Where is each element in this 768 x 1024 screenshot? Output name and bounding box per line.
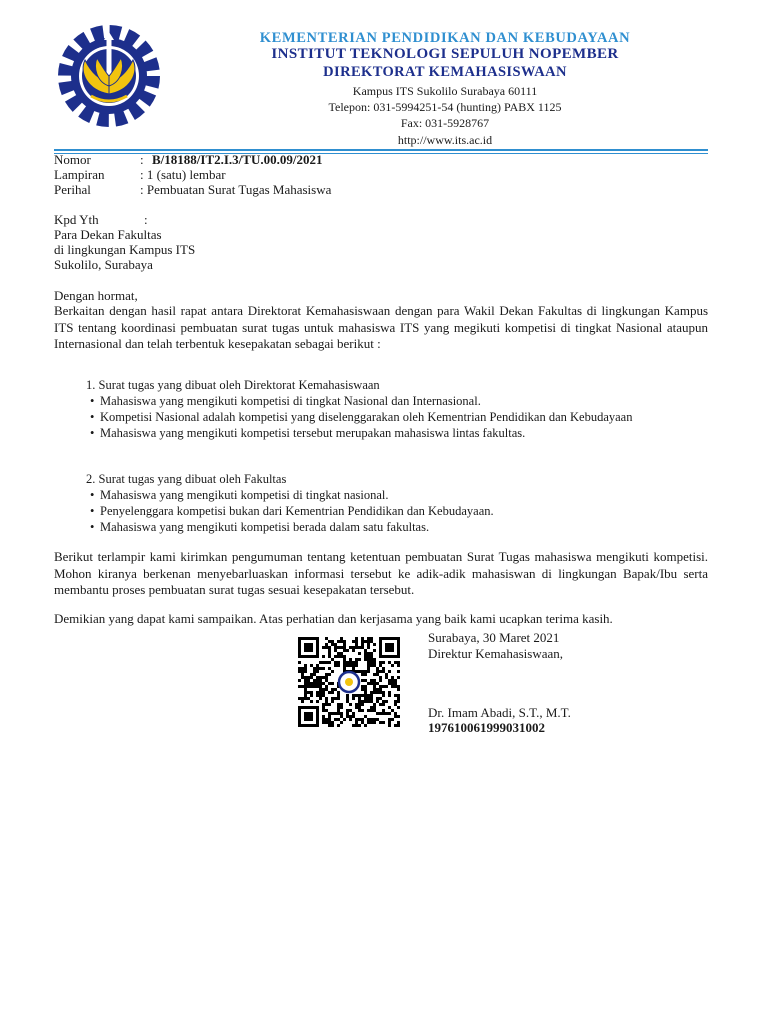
nomor-label: Nomor — [54, 152, 91, 167]
list-item-text: Mahasiswa yang mengikuti kompetisi di tingkat nasional. — [100, 488, 389, 502]
nomor-colon: : — [140, 152, 144, 167]
thanks-paragraph: Demikian yang dapat kami sampaikan. Atas perhatian dan kerjasama yang baik kami ucapkan terima kasih. — [54, 611, 613, 626]
nomor-value: B/18188/IT2.I.3/TU.00.09/2021 — [152, 152, 323, 167]
qr-code-icon — [298, 637, 402, 729]
address-line: Kampus ITS Sukolilo Surabaya 60111 — [352, 84, 538, 98]
directorate-name: DIREKTORAT KEMAHASISWAAN — [323, 64, 567, 80]
recipient-label: Kpd Yth — [54, 212, 99, 227]
list-item: • Mahasiswa yang mengikuti kompetisi di tingkat nasional. — [90, 488, 389, 502]
ministry-name: KEMENTERIAN PENDIDIKAN DAN KEBUDAYAAN — [259, 30, 631, 46]
perihal-label: Perihal — [54, 182, 91, 197]
list-item-text: Mahasiswa yang mengikuti kompetisi berada dalam satu fakultas. — [100, 520, 430, 534]
salutation: Dengan hormat, — [54, 288, 138, 303]
section2-title: 2. Surat tugas yang dibuat oleh Fakultas — [86, 472, 287, 486]
recipient-line2: di lingkungan Kampus ITS — [54, 242, 196, 257]
section1-title: 1. Surat tugas yang dibuat oleh Direktorat Kemahasiswaan — [86, 378, 380, 392]
list-item-text: Mahasiswa yang mengikuti kompetisi tersebut merupakan mahasiswa lintas fakultas. — [100, 426, 526, 440]
recipient-colon: : — [144, 212, 148, 227]
signer-name: Dr. Imam Abadi, S.T., M.T. — [428, 705, 571, 720]
lampiran-label: Lampiran — [54, 167, 105, 182]
list-item-text: Penyelenggara kompetisi bukan dari Kementrian Pendidikan dan Kebudayaan. — [100, 504, 494, 518]
its-logo-icon — [54, 20, 164, 130]
website-link[interactable]: http://www.its.ac.id — [397, 133, 493, 147]
place-date: Surabaya, 30 Maret 2021 — [428, 630, 560, 645]
signer-nip: 197610061999031002 — [428, 720, 545, 735]
fax-line: Fax: 031-5928767 — [400, 116, 490, 130]
closing-paragraph: Berikut terlampir kami kirimkan pengumuman tentang ketentuan pembuatan Surat Tugas mahasiswa mengikuti kompetisi. Mohon kiranya berkenan menyebarluaskan informasi tersebut ke adik-adik mahasiswan di lingkungan Bapak/Ibu serta membantu proses pembuatan surat tugas sesuai kesepakatan tersebut. — [54, 549, 708, 597]
list-item: • Mahasiswa yang mengikuti kompetisi berada dalam satu fakultas. — [90, 520, 430, 534]
intro-paragraph: Berkaitan dengan hasil rapat antara Direktorat Kemahasiswaan dengan para Wakil Dekan Fakultas di lingkungan Kampus ITS tentang koordinasi pembuatan surat tugas untuk mahasiswa ITS yang megikuti kompetisi di tingkat Nasional ataupun Internasional dan telah terbentuk kesepakatan sebagai berikut : — [54, 303, 708, 351]
list-item: • Mahasiswa yang mengikuti kompetisi di tingkat Nasional dan Internasional. — [90, 394, 481, 408]
lampiran-value: : 1 (satu) lembar — [140, 167, 226, 182]
list-item: • Mahasiswa yang mengikuti kompetisi tersebut merupakan mahasiswa lintas fakultas. — [90, 426, 526, 440]
list-item-text: Kompetisi Nasional adalah kompetisi yang diselenggarakan oleh Kementrian Pendidikan dan Kebudayaan — [100, 410, 633, 424]
signer-position: Direktur Kemahasiswaan, — [428, 646, 564, 661]
list-item-text: Mahasiswa yang mengikuti kompetisi di tingkat Nasional dan Internasional. — [100, 394, 481, 408]
recipient-line1: Para Dekan Fakultas — [54, 227, 162, 242]
header-divider — [54, 149, 708, 151]
list-item: • Penyelenggara kompetisi bukan dari Kementrian Pendidikan dan Kebudayaan. — [90, 504, 494, 518]
institute-name: INSTITUT TEKNOLOGI SEPULUH NOPEMBER — [271, 46, 619, 62]
perihal-value: : Pembuatan Surat Tugas Mahasiswa — [140, 182, 332, 197]
list-item: • Kompetisi Nasional adalah kompetisi yang diselenggarakan oleh Kementrian Pendidikan dan Kebudayaan — [90, 410, 633, 424]
phone-line: Telepon: 031-5994251-54 (hunting) PABX 1125 — [328, 100, 562, 114]
recipient-line3: Sukolilo, Surabaya — [54, 257, 153, 272]
